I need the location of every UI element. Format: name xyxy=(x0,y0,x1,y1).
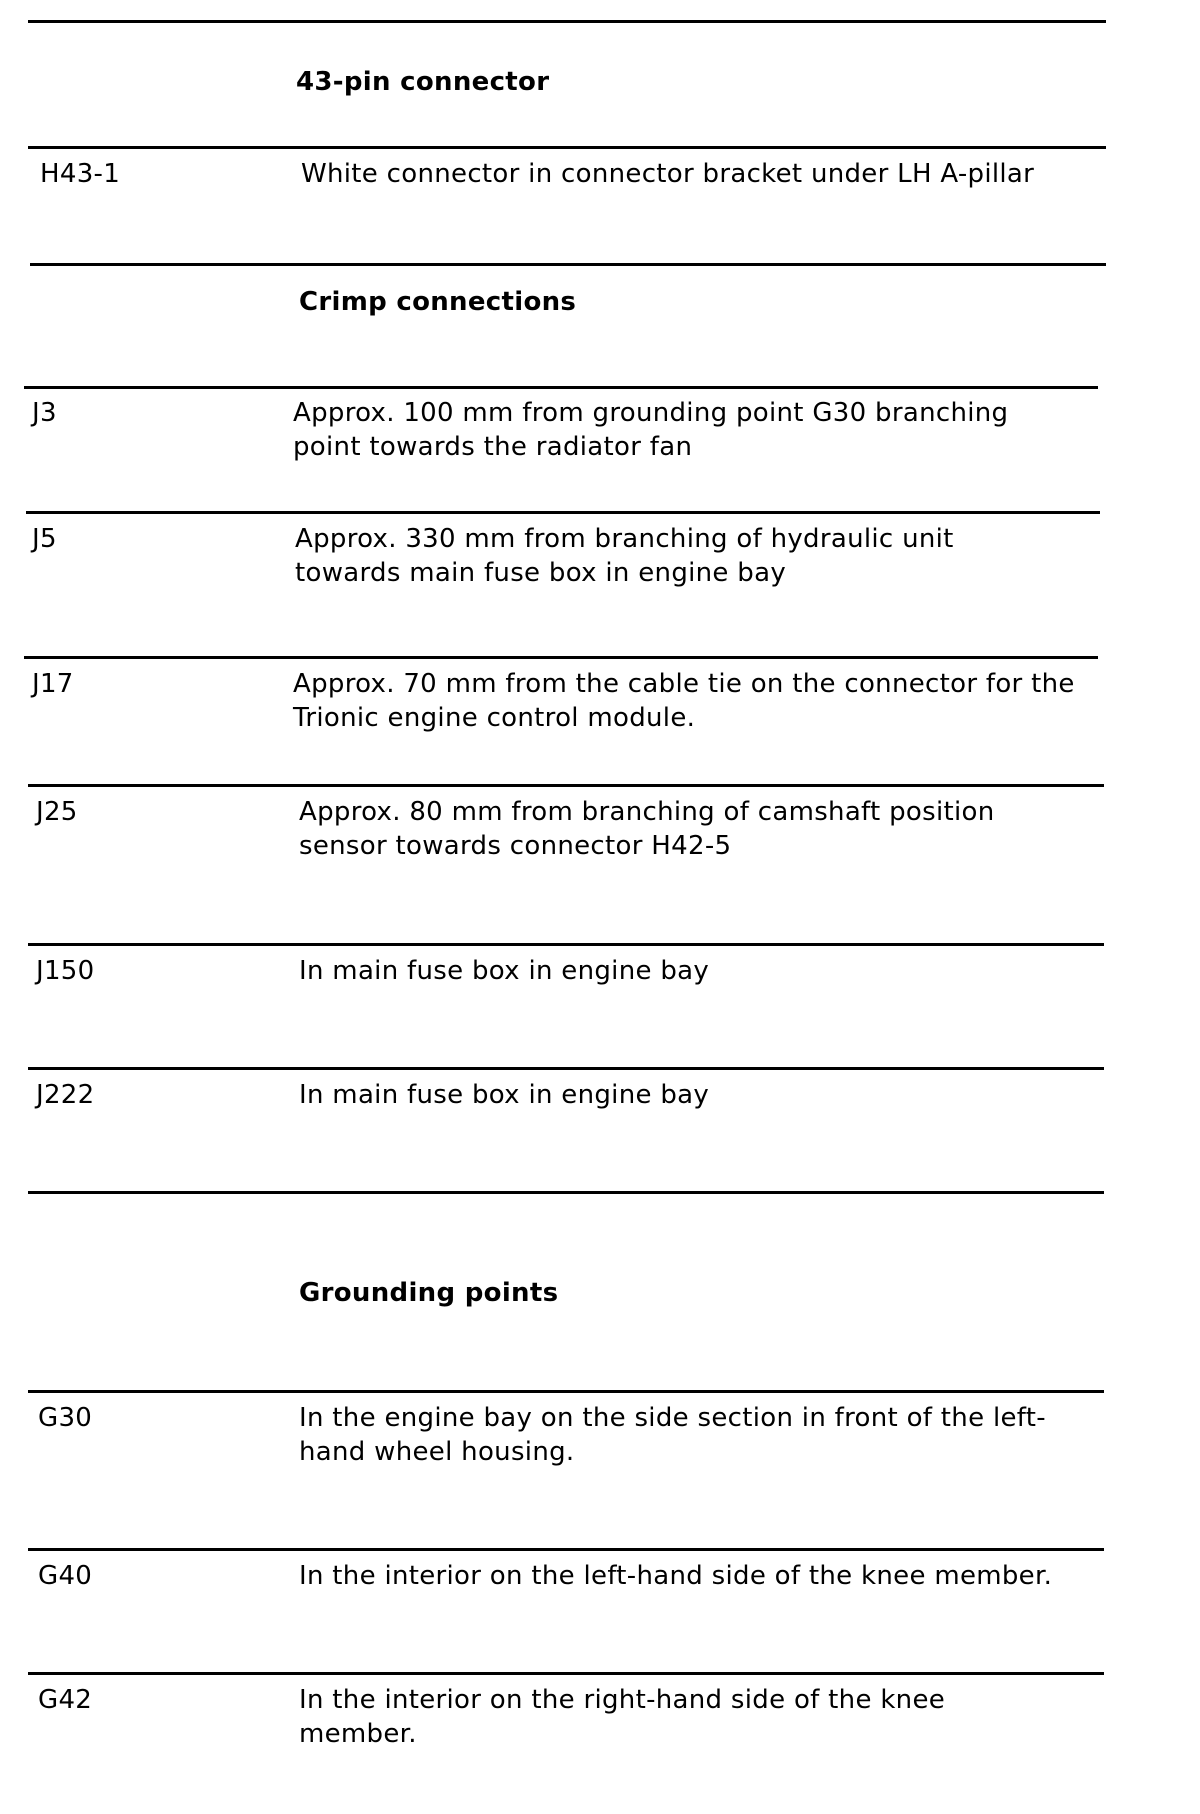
row-description: In the interior on the left-hand side of the knee member. xyxy=(299,1561,1053,1591)
table-rule xyxy=(28,1672,1104,1675)
table-rule xyxy=(26,511,1100,514)
row-description: In the interior on the right-hand side of the knee member. xyxy=(299,1685,946,1749)
table-rule xyxy=(24,656,1098,659)
row-description: White connector in connector bracket under LH A-pillar xyxy=(301,159,1035,189)
section-heading: Grounding points xyxy=(299,1278,559,1308)
section-heading: Crimp connections xyxy=(299,287,577,317)
table-rule xyxy=(28,20,1106,23)
row-id: J25 xyxy=(36,797,78,827)
row-description: In main fuse box in engine bay xyxy=(299,956,710,986)
section-heading: 43-pin connector xyxy=(296,67,550,97)
row-id: J150 xyxy=(36,956,95,986)
table-rule xyxy=(28,943,1104,946)
table-rule xyxy=(28,1390,1104,1393)
table-rule xyxy=(28,784,1104,787)
table-rule xyxy=(28,1191,1104,1194)
row-id: H43-1 xyxy=(40,159,121,189)
row-id: J3 xyxy=(32,398,57,428)
row-description: Approx. 100 mm from grounding point G30 branching point towards the radiator fan xyxy=(293,398,1009,462)
table-rule xyxy=(30,263,1106,266)
row-id: J222 xyxy=(36,1080,95,1110)
table-rule xyxy=(24,386,1098,389)
row-description: Approx. 70 mm from the cable tie on the connector for the Trionic engine control module. xyxy=(293,669,1075,733)
row-description: Approx. 80 mm from branching of camshaft position sensor towards connector H42-5 xyxy=(299,797,995,861)
row-id: G42 xyxy=(38,1685,93,1715)
table-rule xyxy=(28,1548,1104,1551)
row-id: J17 xyxy=(32,669,74,699)
table-rule xyxy=(28,146,1106,149)
row-id: G30 xyxy=(38,1403,93,1433)
row-id: J5 xyxy=(32,524,57,554)
row-description: In main fuse box in engine bay xyxy=(299,1080,710,1110)
row-id: G40 xyxy=(38,1561,93,1591)
row-description: In the engine bay on the side section in front of the left-hand wheel housing. xyxy=(299,1403,1046,1467)
row-description: Approx. 330 mm from branching of hydraulic unit towards main fuse box in engine bay xyxy=(295,524,954,588)
table-rule xyxy=(28,1067,1104,1070)
